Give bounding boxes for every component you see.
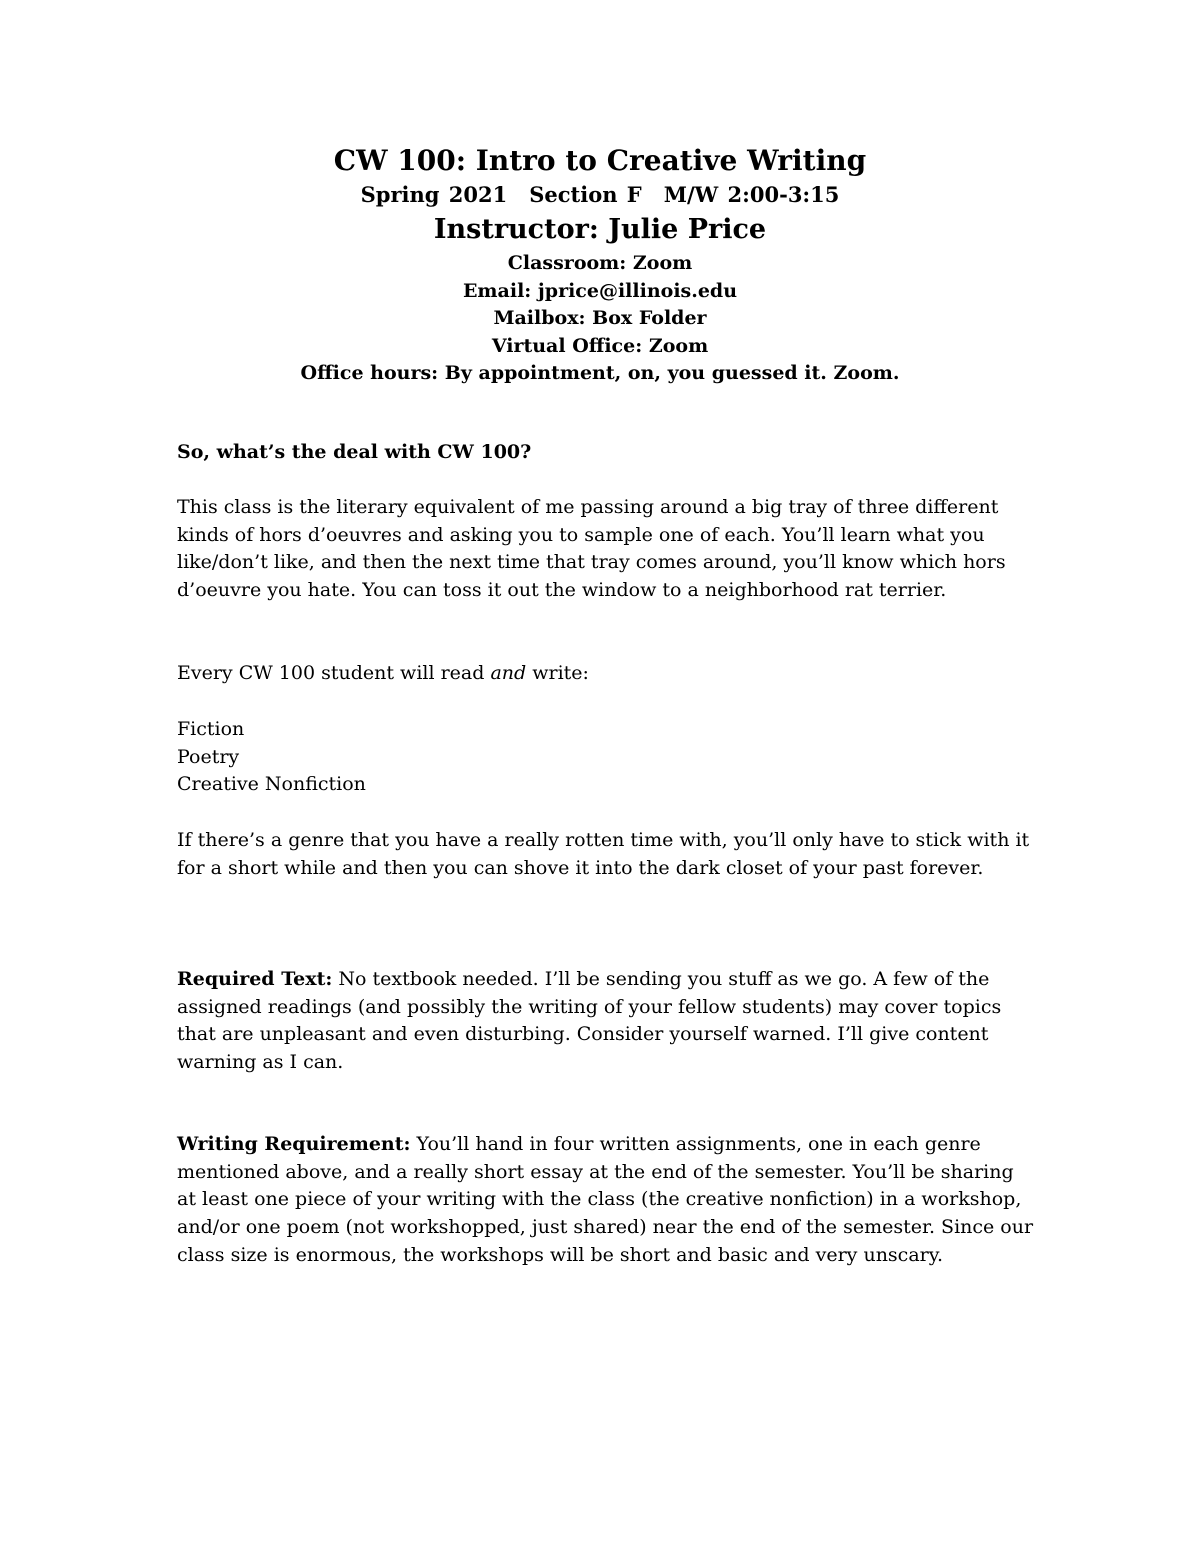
genre-paragraph: If there’s a genre that you have a really rotten time with, you’ll only have to stick with it for a short while and then you can shove it into the dark closet of your past forever. xyxy=(177,829,1030,879)
course-section: Section F xyxy=(529,182,642,207)
read-write-emphasis: and xyxy=(490,662,527,684)
genre-list xyxy=(177,716,1037,799)
intro-paragraph-block xyxy=(177,494,1037,605)
list-item: Fiction xyxy=(177,718,245,740)
mailbox-info: Mailbox: Box Folder xyxy=(493,307,707,329)
syllabus-header xyxy=(0,142,1200,388)
writing-requirement-label: Writing Requirement: xyxy=(177,1133,411,1155)
list-item: Creative Nonfiction xyxy=(177,773,366,796)
writing-requirement-paragraph xyxy=(177,1131,1037,1270)
virtual-office-info: Virtual Office: Zoom xyxy=(491,334,709,357)
email-info: Email: jprice@illinois.edu xyxy=(462,279,738,302)
required-text-body: No textbook needed. I’ll be sending you stuff as we go. A few of the assigned readings (and possibly the writing of your fellow students) may cover topics that are unpleasant and even disturbing. Consider yourself warned. I’ll give content warning as I can. xyxy=(177,968,1002,1074)
writing-requirement-section xyxy=(177,1131,1037,1270)
list-item: Poetry xyxy=(177,745,240,768)
course-term: Spring 2021 xyxy=(360,182,508,207)
required-text-section xyxy=(177,966,1037,1077)
office-hours-info: Office hours: By appointment, on, you guessed it. Zoom. xyxy=(300,362,900,384)
classroom-info: Classroom: Zoom xyxy=(507,252,693,274)
required-text-paragraph xyxy=(177,966,1037,1077)
read-write-after: write: xyxy=(526,662,589,684)
intro-paragraph: This class is the literary equivalent of me passing around a big tray of three different kinds of hors d’oeuvres and asking you to sample one of each. You’ll learn what you like/don’t like, and then the next time that tray comes around, you’ll know which hors d’oeuvre you hate. You can toss it out the window to a neighborhood rat terrier. xyxy=(177,496,1006,602)
intro-section xyxy=(177,439,1037,467)
writing-requirement-body: You’ll hand in four written assignments, one in each genre mentioned above, and a really short essay at the end of the semester. You’ll be sharing at least one piece of your writing with the class (the creative nonfiction) in a workshop, and/or one poem (not workshopped, just shared) near the end of the semester. Since our class size is enormous, the workshops will be short and basic and very unscary. xyxy=(177,1133,1034,1266)
intro-heading: So, what’s the deal with CW 100? xyxy=(177,441,532,463)
read-write-before: Every CW 100 student will read xyxy=(177,662,491,684)
course-schedule: M/W 2:00-3:15 xyxy=(663,182,840,207)
read-write-block xyxy=(177,660,1037,688)
required-text-label: Required Text: xyxy=(177,968,333,990)
read-write-line xyxy=(177,660,1037,688)
course-meta xyxy=(0,180,1200,210)
genre-paragraph-block xyxy=(177,827,1037,882)
course-title: CW 100: Intro to Creative Writing xyxy=(333,144,867,177)
instructor-name: Instructor: Julie Price xyxy=(433,214,767,245)
